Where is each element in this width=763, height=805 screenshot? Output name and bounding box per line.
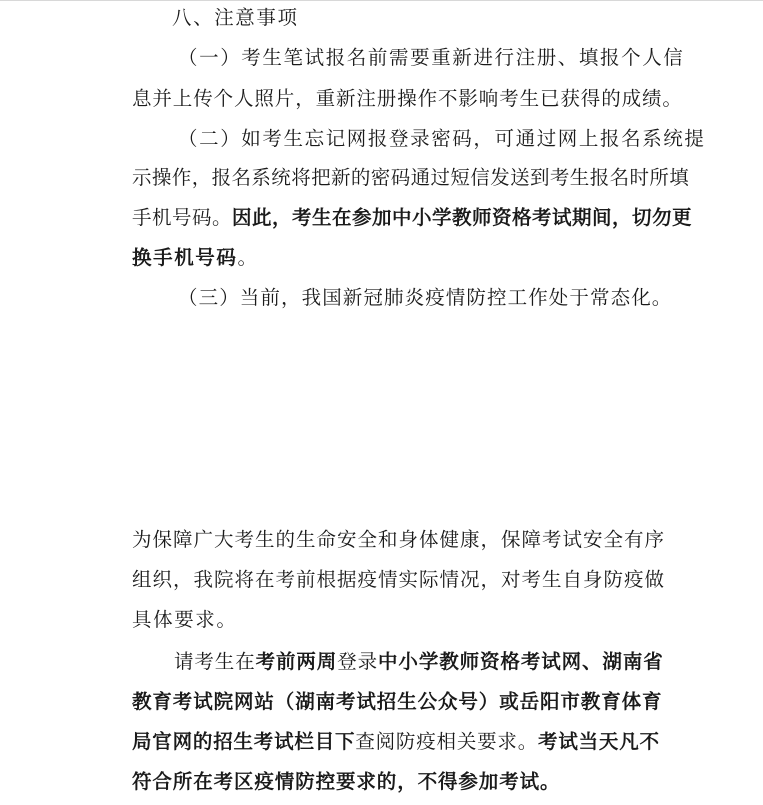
paragraph-2-line-3-bold: 因此，考生在参加中小学教师资格考试期间，切勿更 — [232, 206, 693, 229]
paragraph-2-line-1: （二）如考生忘记网报登录密码，可通过网上报名系统提 — [178, 127, 706, 150]
notice-line-1-d: 中小学教师资格考试网、湖南省 — [378, 650, 664, 673]
notice-line-3-text: 查阅防疫相关要求。 — [355, 730, 539, 753]
notice-line-4: 符合所在考区疫情防控要求的，不得参加考试。 — [132, 770, 561, 793]
paragraph-3-line-1: （三）当前，我国新冠肺炎疫情防控工作处于常态化。 — [178, 286, 673, 309]
paragraph-2-line-4 — [132, 246, 259, 270]
notice-line-1-b: 考前两周 — [255, 650, 338, 673]
section-heading: 八、注意事项 — [172, 6, 299, 29]
paragraph-1-line-1: （一）考生笔试报名前需要重新进行注册、填报个人信 — [178, 46, 685, 69]
paragraph-2-line-4-bold: 换手机号码 — [132, 246, 238, 269]
paragraph-2-line-4-end: 。 — [237, 246, 259, 269]
notice-line-1-c: 登录 — [337, 650, 379, 673]
notice-line-1 — [174, 650, 664, 674]
notice-line-1-a: 请考生在 — [174, 650, 256, 673]
continuation-line-1: 为保障广大考生的生命安全和身体健康，保障考试安全有序 — [132, 528, 666, 551]
paragraph-2-line-3 — [132, 206, 692, 230]
paragraph-2-line-3-text: 手机号码。 — [132, 206, 233, 229]
notice-line-3-bold-2: 考试当天凡不 — [538, 730, 660, 753]
notice-line-2: 教育考试院网站（湖南考试招生公众号）或岳阳市教育体育 — [132, 690, 663, 713]
continuation-line-3: 具体要求。 — [132, 608, 238, 631]
paragraph-1-line-2: 息并上传个人照片，重新注册操作不影响考生已获得的成绩。 — [132, 87, 683, 110]
paragraph-2-line-2: 示操作，报名系统将把新的密码通过短信发送到考生报名时所填 — [132, 166, 690, 189]
notice-line-3 — [132, 730, 660, 754]
notice-line-3-bold: 局官网的招生考试栏目下 — [132, 730, 356, 753]
continuation-line-2: 组织，我院将在考前根据疫情实际情况，对考生自身防疫做 — [132, 568, 666, 591]
